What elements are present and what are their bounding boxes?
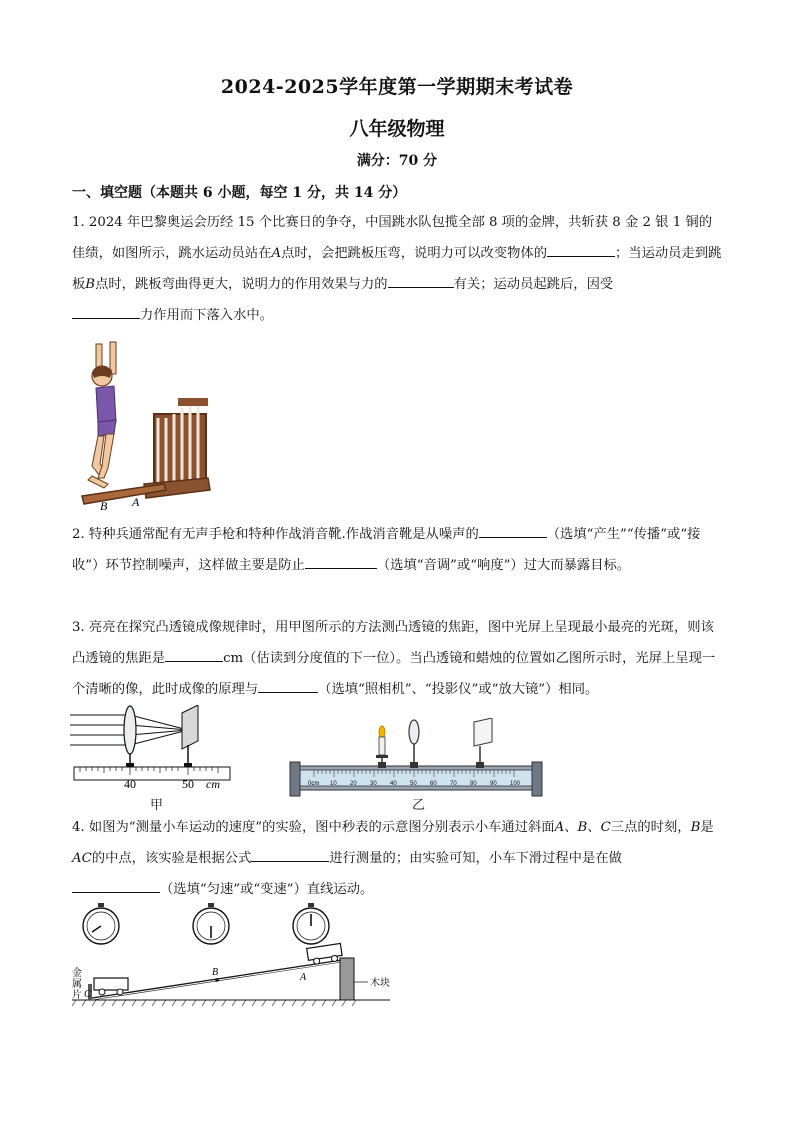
q4-point-a: A <box>554 820 565 835</box>
q3-blank-1[interactable] <box>165 646 223 662</box>
jia-unit: cm <box>206 777 220 789</box>
q4-text-5: 进行测量的；由实验可知，小车下滑过程中是在做 <box>329 851 622 866</box>
question-3 <box>72 612 722 705</box>
caption-jia: 甲 <box>150 798 164 813</box>
screen-holder-icon <box>474 718 492 768</box>
q1-blank-3[interactable] <box>72 303 140 319</box>
jia-tick-40: 40 <box>124 777 136 789</box>
q4-sep-1: 、 <box>564 820 578 835</box>
q4-text-6: （选填“匀速”或“变速”）直线运动。 <box>160 882 374 897</box>
stopwatch-icon <box>83 903 119 944</box>
q4-segment-ac: AC <box>72 851 92 866</box>
yi-scale-label: 20 <box>350 781 357 787</box>
cart-icon <box>94 978 128 995</box>
q2-text-1: 2. 特种兵通常配有无声手枪和特种作战消音靴.作战消音靴是从噪声的 <box>72 527 479 542</box>
q4-text-1: 4. 如图为“测量小车运动的速度”的实验，图中秒表的示意图分别表示小车通过斜面 <box>72 820 555 835</box>
jia-tick-50: 50 <box>182 777 194 789</box>
caption-yi: 乙 <box>412 798 426 813</box>
q1-text-2: 点时，会把跳板压弯，说明力可以改变物体的 <box>281 246 547 261</box>
label-metal-3: 片 <box>72 990 82 1001</box>
lens-holder-icon <box>409 720 419 768</box>
q4-text-2: 三点的时刻， <box>610 820 691 835</box>
q1-text-3: ；当运动员走到跳板 <box>72 246 722 292</box>
q4-blank-1[interactable] <box>251 846 329 862</box>
label-a: A <box>300 972 307 983</box>
stopwatch-icon <box>293 903 329 944</box>
q1-text-5: 有关；运动员起跳后，因受 <box>453 277 614 292</box>
q1-text-1: 1. 2024 年巴黎奥运会历经 15 个比赛日的争夺，中国跳水队包揽全部 8 项的金牌，共斩获 8 金 2 银 1 铜的佳绩，如图所示，跳水运动员站在 <box>72 215 712 261</box>
incline-figure <box>70 900 400 1008</box>
diver-icon <box>88 342 116 488</box>
q1-text-6: 力作用而下落入水中。 <box>140 308 273 323</box>
q4-sep-2: 、 <box>587 820 601 835</box>
yi-scale-label: 10 <box>330 781 337 787</box>
label-b: B <box>212 967 219 978</box>
q4-point-b: B <box>577 820 588 835</box>
yi-scale-label: 80 <box>470 781 477 787</box>
q1-point-b: B <box>85 277 96 292</box>
subject-title: 八年级物理 <box>349 118 445 140</box>
yi-scale-label: 30 <box>370 781 377 787</box>
q1-blank-1[interactable] <box>547 241 615 257</box>
q3-text-1: 3. 亮亮在探究凸透镜成像规律时，用甲图所示的方法测凸透镜的焦距，图中光屏上呈现最小最亮的光斑，则该凸透镜的焦距是 <box>72 620 714 666</box>
fig-yi-optical-bench <box>286 718 546 798</box>
question-4 <box>72 812 722 905</box>
label-c: C <box>84 989 91 1000</box>
label-metal-2: 属 <box>72 979 82 990</box>
point-b-marker <box>215 978 219 982</box>
q3-text-2: cm（估读到分度值的下一位）。当凸透镜和蜡烛的位置如乙图所示时，光屏上呈现一个清晰的像，此时成像的原理与 <box>72 651 716 697</box>
total-score: 满分：70 分 <box>356 153 438 169</box>
exam-title: 2024-2025学年度第一学期期末考试卷 <box>220 76 574 98</box>
yi-scale-label: 100 <box>510 781 521 787</box>
wood-block <box>340 958 354 1000</box>
question-2 <box>72 519 722 581</box>
yi-scale-label: 90 <box>490 781 497 787</box>
q4-blank-2[interactable] <box>72 877 160 893</box>
q2-text-3: （选填“音调”或“响度”）过大而暴露目标。 <box>376 558 631 573</box>
q2-blank-2[interactable] <box>305 553 377 569</box>
q4-text-3: 是 <box>700 820 714 835</box>
diver-figure <box>74 338 214 516</box>
q2-blank-1[interactable] <box>479 522 547 538</box>
question-1 <box>72 207 722 331</box>
q3-blank-2[interactable] <box>258 677 318 693</box>
q3-text-3: （选填“照相机”、“投影仪”或“放大镜”）相同。 <box>318 682 599 697</box>
stopwatch-icon <box>193 903 229 944</box>
q1-point-a: A <box>271 246 282 261</box>
q1-text-4: 点时，跳板弯曲得更大，说明力的作用效果与力的 <box>95 277 388 292</box>
lens-icon <box>124 706 136 754</box>
yi-scale-label: 60 <box>430 781 437 787</box>
yi-scale-label: 40 <box>390 781 397 787</box>
q2-text-2: （选填“产生”“传播”或“接收”）环节控制噪声，这样做主要是防止 <box>72 527 701 573</box>
q4-text-4: 的中点，该实验是根据公式 <box>91 851 252 866</box>
q4-point-c: C <box>600 820 611 835</box>
q1-blank-2[interactable] <box>388 272 454 288</box>
yi-scale-unit: 0cm <box>308 781 320 787</box>
screen-icon <box>182 705 198 749</box>
label-block: 木块 <box>370 978 390 989</box>
candle-icon <box>376 726 388 768</box>
fig-jia-focal-length <box>70 705 238 789</box>
yi-scale-label: 50 <box>410 781 417 787</box>
fig1-label-b: B <box>100 499 108 513</box>
label-metal-1: 金 <box>72 968 82 979</box>
q4-point-b2: B <box>690 820 701 835</box>
section-heading: 一、填空题（本题共 6 小题，每空 1 分，共 14 分） <box>72 185 407 201</box>
fig1-label-a: A <box>132 495 140 509</box>
yi-scale-label: 70 <box>450 781 457 787</box>
